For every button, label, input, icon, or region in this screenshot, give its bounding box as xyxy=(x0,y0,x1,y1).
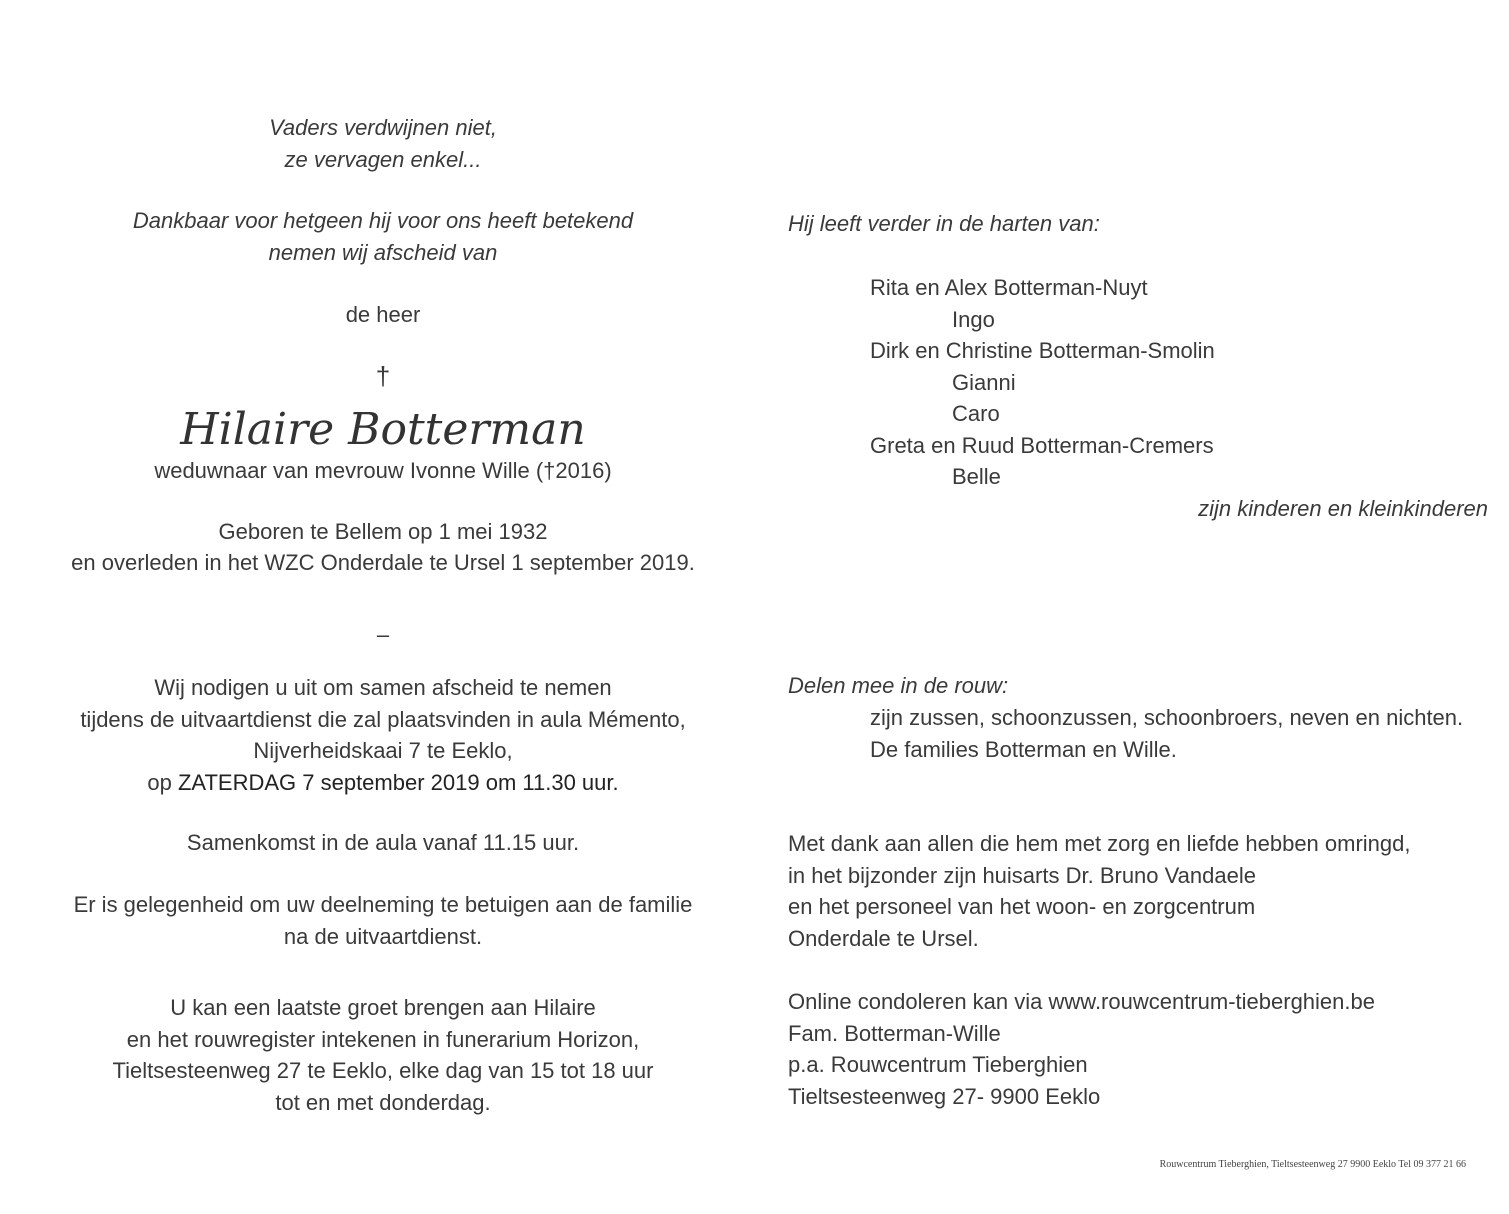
gathering-line: Samenkomst in de aula vanaf 11.15 uur. xyxy=(186,830,580,855)
poem xyxy=(20,112,746,175)
farewell-line: Tieltsesteenweg 27 te Eeklo, elke dag van 15 tot 18 uur xyxy=(112,1058,654,1083)
farewell xyxy=(20,992,746,1118)
contact-line: Tieltsesteenweg 27- 9900 Eeklo xyxy=(788,1083,1101,1109)
condolence xyxy=(20,889,746,952)
mourning-line: zijn zussen, schoonzussen, schoonbroers, neven en nichten. xyxy=(870,705,1464,730)
birth-line: Geboren te Bellem op 1 mei 1932 xyxy=(218,519,548,544)
mourning-list xyxy=(788,702,1488,765)
invitation-line: Nijverheidskaai 7 te Eeklo, xyxy=(253,738,513,763)
thanks-line: in het bijzonder zijn huisarts Dr. Bruno Vandaele xyxy=(788,862,1256,888)
death-line: en overleden in het WZC Onderdale te Ursel 1 september 2019. xyxy=(71,550,695,575)
separator: – xyxy=(376,622,390,647)
contact-line: Fam. Botterman-Wille xyxy=(788,1020,1001,1046)
family-member: Gianni xyxy=(952,369,1016,395)
contact xyxy=(788,986,1488,1112)
contact-line: p.a. Rouwcentrum Tieberghien xyxy=(788,1052,1088,1077)
intro-line: nemen wij afscheid van xyxy=(268,239,498,265)
farewell-line: U kan een laatste groet brengen aan Hilaire xyxy=(170,995,596,1020)
service-date: ZATERDAG 7 september 2019 om 11.30 uur. xyxy=(177,769,619,795)
mourning-line: De families Botterman en Wille. xyxy=(870,736,1177,762)
thanks-line: en het personeel van het woon- en zorgcentrum xyxy=(788,894,1256,919)
thanks xyxy=(788,828,1488,954)
condolence-line: Er is gelegenheid om uw deelneming te betuigen aan de familie xyxy=(73,892,693,917)
intro-line: Dankbaar voor hetgeen hij voor ons heeft betekend xyxy=(132,208,634,233)
thanks-line: Onderdale te Ursel. xyxy=(788,925,979,951)
invitation-line: tijdens de uitvaartdienst die zal plaatsvinden in aula Mémento, xyxy=(80,706,686,732)
family-member: Belle xyxy=(952,464,1001,489)
mourning-heading: Delen mee in de rouw: xyxy=(788,673,1009,698)
family-member: Caro xyxy=(952,401,1000,426)
family-member: Rita en Alex Botterman-Nuyt xyxy=(870,275,1148,300)
family-caption: zijn kinderen en kleinkinderen xyxy=(1198,495,1488,521)
family-member: Dirk en Christine Botterman-Smolin xyxy=(870,338,1215,363)
poem-line: Vaders verdwijnen niet, xyxy=(269,115,497,140)
invitation xyxy=(20,672,746,798)
family-member: Greta en Ruud Botterman-Cremers xyxy=(870,432,1214,458)
date-prefix: op xyxy=(147,769,178,795)
farewell-line: en het rouwregister intekenen in funerarium Horizon, xyxy=(126,1026,640,1052)
deceased-name: Hilaire Botterman xyxy=(180,404,586,455)
footer-imprint: Rouwcentrum Tieberghien, Tieltsesteenweg 27 9900 Eeklo Tel 09 377 21 66 xyxy=(1159,1159,1466,1170)
thanks-line: Met dank aan allen die hem met zorg en liefde hebben omringd, xyxy=(788,831,1411,856)
intro xyxy=(20,205,746,268)
family-member: Ingo xyxy=(952,306,995,332)
family-list xyxy=(788,272,1488,524)
farewell-line: tot en met donderdag. xyxy=(275,1089,491,1115)
condolence-line: na de uitvaartdienst. xyxy=(283,923,483,949)
hearts-heading: Hij leeft verder in de harten van: xyxy=(788,211,1100,236)
contact-line: Online condoleren kan via www.rouwcentrum-tieberghien.be xyxy=(788,989,1375,1014)
poem-line: ze vervagen enkel... xyxy=(284,146,482,172)
service-date-line xyxy=(20,767,746,799)
title-line: de heer xyxy=(345,302,421,327)
cross-icon: † xyxy=(375,361,391,391)
invitation-line: Wij nodigen u uit om samen afscheid te nemen xyxy=(154,675,612,700)
widower-line: weduwnaar van mevrouw Ivonne Wille (†2016) xyxy=(154,458,612,483)
